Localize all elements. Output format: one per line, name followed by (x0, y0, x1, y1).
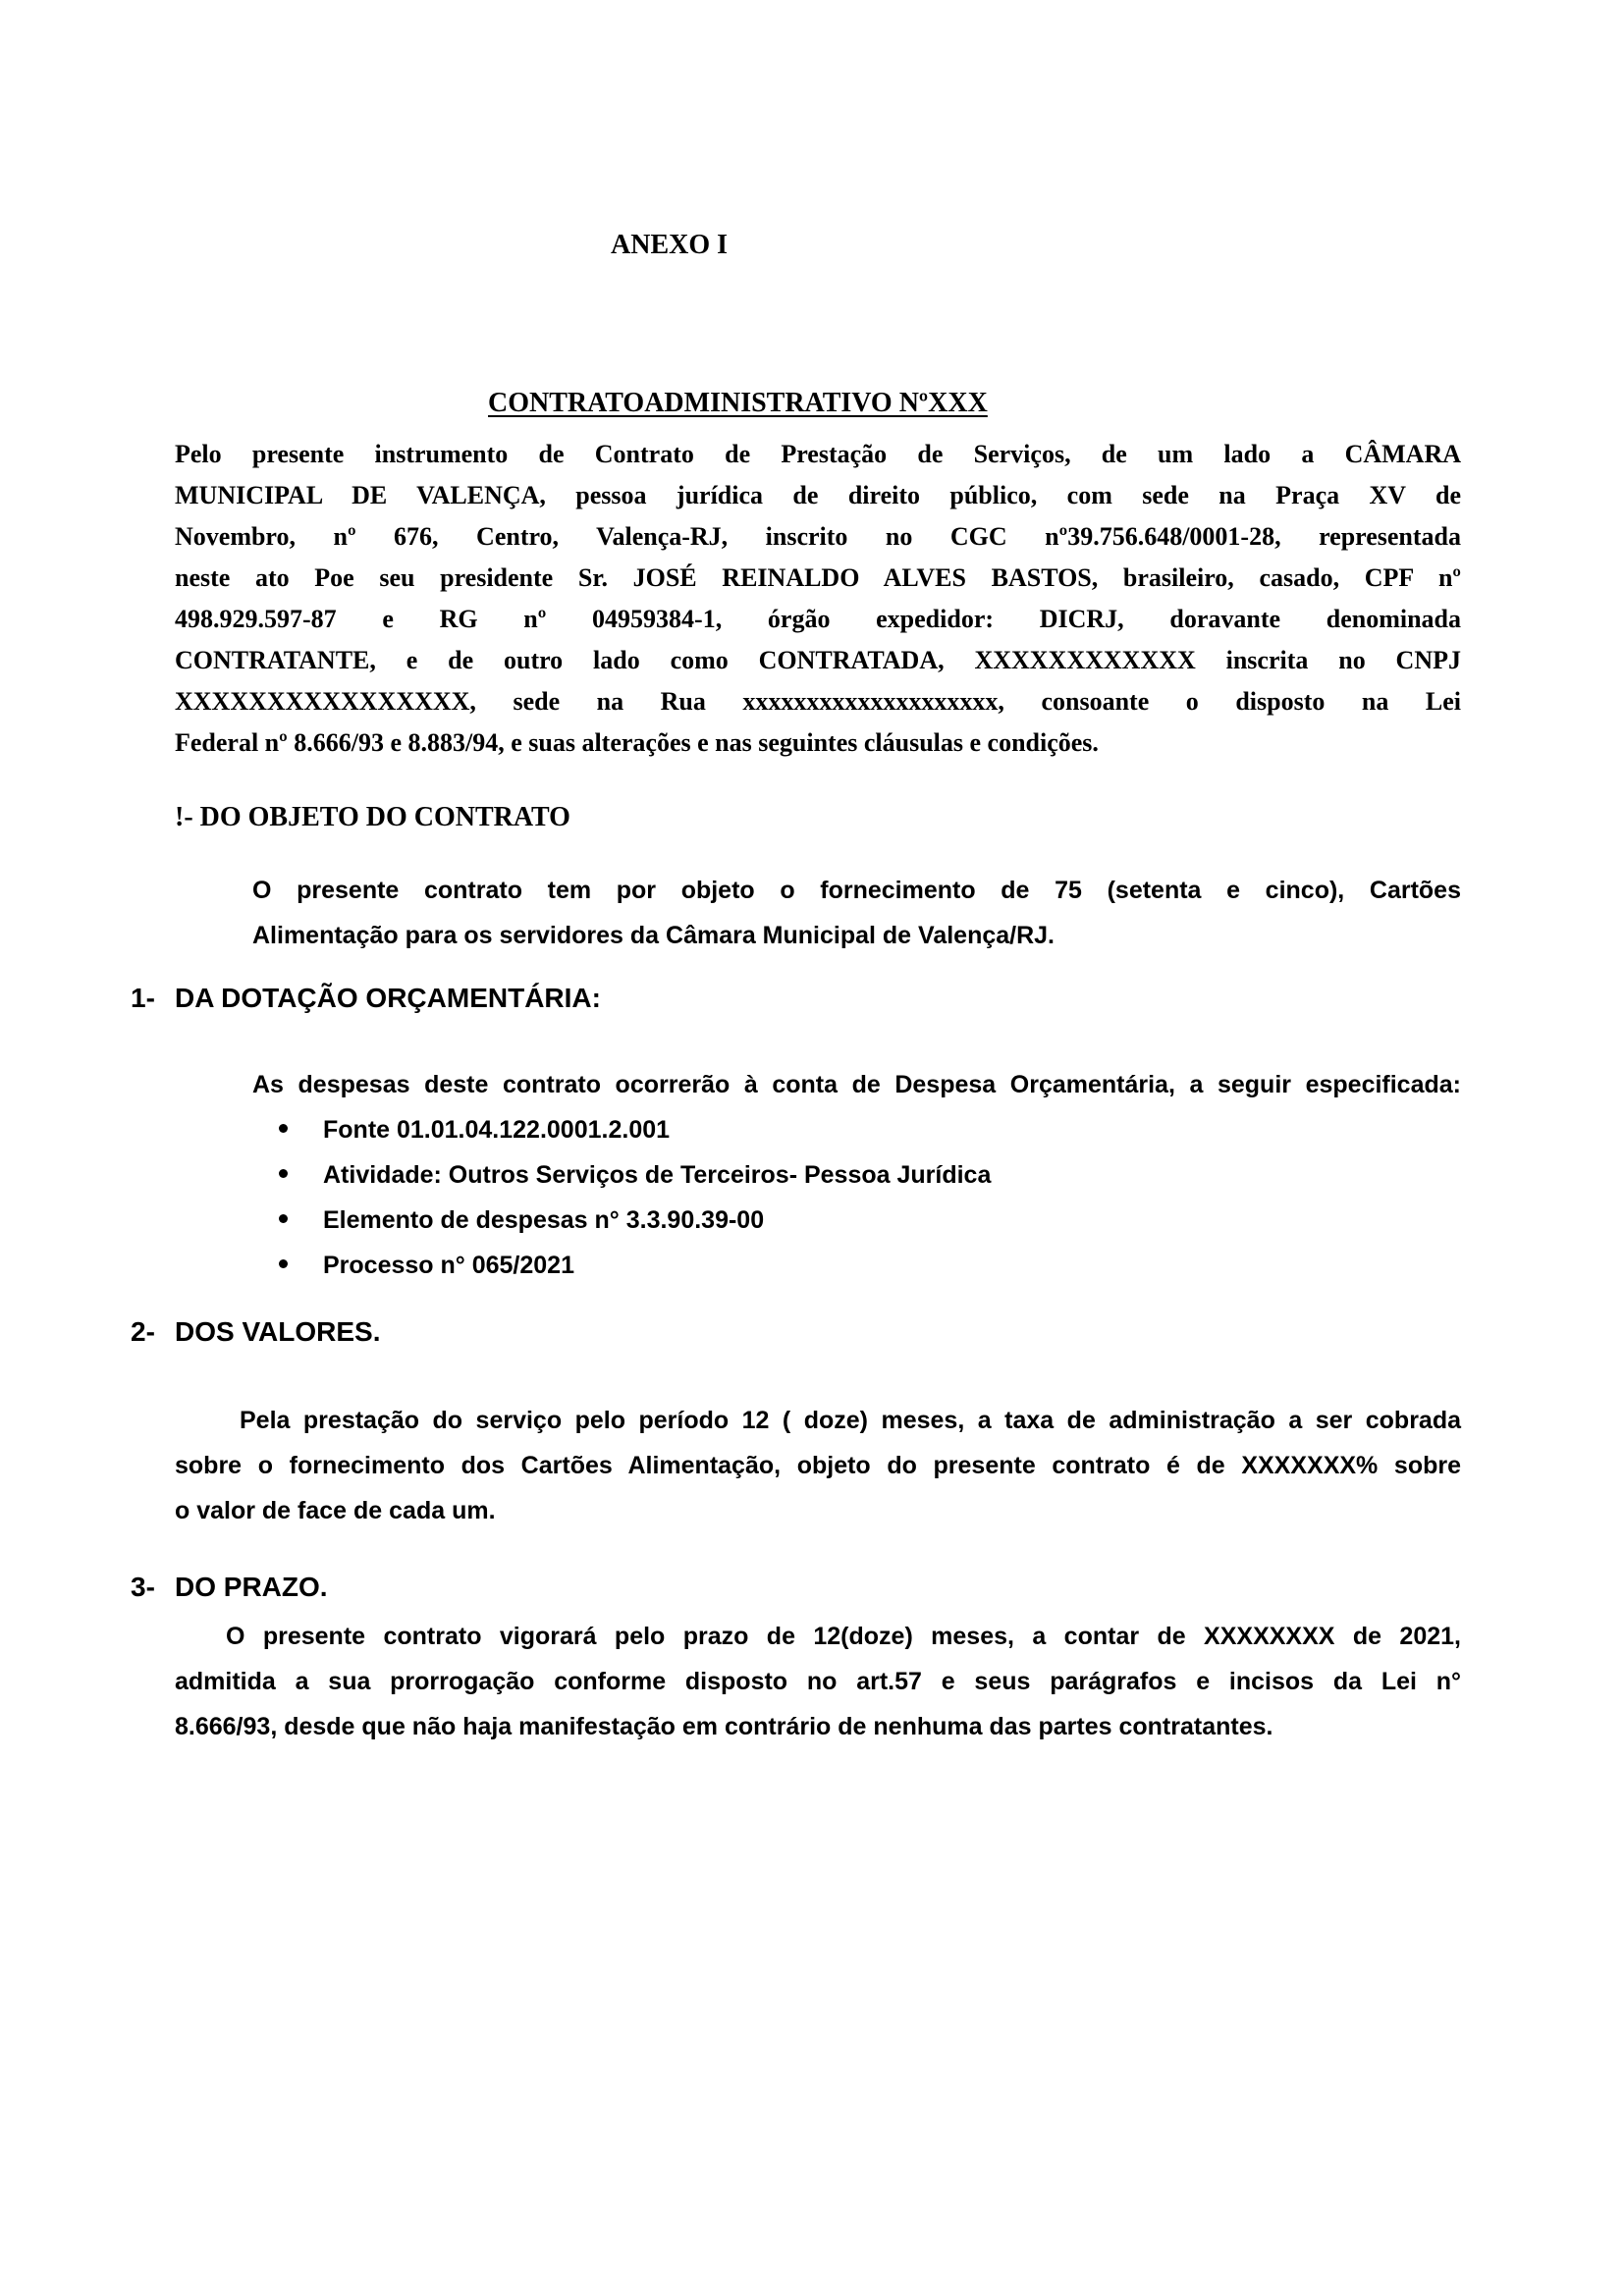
bullet-icon (279, 1124, 288, 1133)
bullet-text: Fonte 01.01.04.122.0001.2.001 (323, 1116, 671, 1144)
list-item (279, 1107, 1461, 1152)
valores-paragraph (175, 1398, 1461, 1533)
prazo-line: admitida a sua prorrogação conforme disposto no art.57 e seus parágrafos e incisos da Lei n° (175, 1668, 1461, 1695)
objeto-paragraph (252, 868, 1461, 958)
section-heading-valores (131, 1315, 1461, 1349)
preamble-line: 498.929.597-87 e RG nº 04959384-1, órgão expedidor: DICRJ, doravante denominada (175, 605, 1461, 633)
section-heading-prazo (131, 1571, 1461, 1604)
bullet-icon (279, 1259, 288, 1268)
section-number: 3- (131, 1572, 155, 1602)
section-number: 1- (131, 983, 155, 1013)
list-item (279, 1198, 1461, 1243)
dotacao-intro: As despesas deste contrato ocorrerão à conta de Despesa Orçamentária, a seguir especificada: (252, 1071, 1461, 1098)
preamble-line: MUNICIPAL DE VALENÇA, pessoa jurídica de direito público, com sede na Praça XV de (175, 481, 1461, 509)
section-heading-label: DA DOTAÇÃO ORÇAMENTÁRIA: (175, 983, 601, 1013)
section-heading-dotacao (131, 982, 1461, 1015)
section-heading-objeto: !- DO OBJETO DO CONTRATO (175, 802, 570, 832)
prazo-paragraph (175, 1614, 1461, 1749)
bullet-text: Processo n° 065/2021 (323, 1252, 574, 1279)
bullet-icon (279, 1169, 288, 1178)
prazo-line: 8.666/93, desde que não haja manifestação em contrário de nenhuma das partes contratantes. (175, 1713, 1273, 1740)
objeto-line: Alimentação para os servidores da Câmara Municipal de Valença/RJ. (252, 922, 1056, 949)
contract-title: CONTRATOADMINISTRATIVO NºXXX (488, 388, 988, 418)
bullet-icon (279, 1214, 288, 1223)
objeto-line: O presente contrato tem por objeto o fornecimento de 75 (setenta e cinco), Cartões (252, 877, 1461, 904)
valores-line: o valor de face de cada um. (175, 1497, 496, 1524)
section-heading-label: DOS VALORES. (175, 1316, 381, 1347)
bullet-text: Atividade: Outros Serviços de Terceiros- Pessoa Jurídica (323, 1161, 992, 1189)
section-heading-label: DO PRAZO. (175, 1572, 328, 1602)
preamble-line: neste ato Poe seu presidente Sr. JOSÉ REINALDO ALVES BASTOS, brasileiro, casado, CPF nº (175, 563, 1461, 592)
preamble-line: CONTRATANTE, e de outro lado como CONTRATADA, XXXXXXXXXXXX inscrita no CNPJ (175, 646, 1461, 674)
preamble-paragraph (175, 434, 1461, 764)
preamble-line: Federal nº 8.666/93 e 8.883/94, e suas alterações e nas seguintes cláusulas e condições. (175, 728, 1099, 757)
valores-line: sobre o fornecimento dos Cartões Alimentação, objeto do presente contrato é de XXXXXXX% sobre (175, 1452, 1461, 1479)
bullet-text: Elemento de despesas n° 3.3.90.39-00 (323, 1206, 765, 1234)
prazo-line: O presente contrato vigorará pelo prazo de 12(doze) meses, a contar de XXXXXXXX de 2021, (226, 1623, 1461, 1650)
valores-line: Pela prestação do serviço pelo período 12 ( doze) meses, a taxa de administração a ser cobrada (240, 1407, 1461, 1434)
dotacao-bullet-list (175, 1107, 1461, 1288)
list-item (279, 1152, 1461, 1198)
preamble-line: XXXXXXXXXXXXXXXX, sede na Rua xxxxxxxxxxxxxxxxxxxx, consoante o disposto na Lei (175, 687, 1461, 716)
list-item (279, 1243, 1461, 1288)
preamble-line: Novembro, nº 676, Centro, Valença-RJ, inscrito no CGC nº39.756.648/0001-28, representada (175, 522, 1461, 551)
preamble-line: Pelo presente instrumento de Contrato de Prestação de Serviços, de um lado a CÂMARA (175, 440, 1461, 468)
section-number: 2- (131, 1316, 155, 1347)
anexo-heading: ANEXO I (611, 230, 729, 260)
